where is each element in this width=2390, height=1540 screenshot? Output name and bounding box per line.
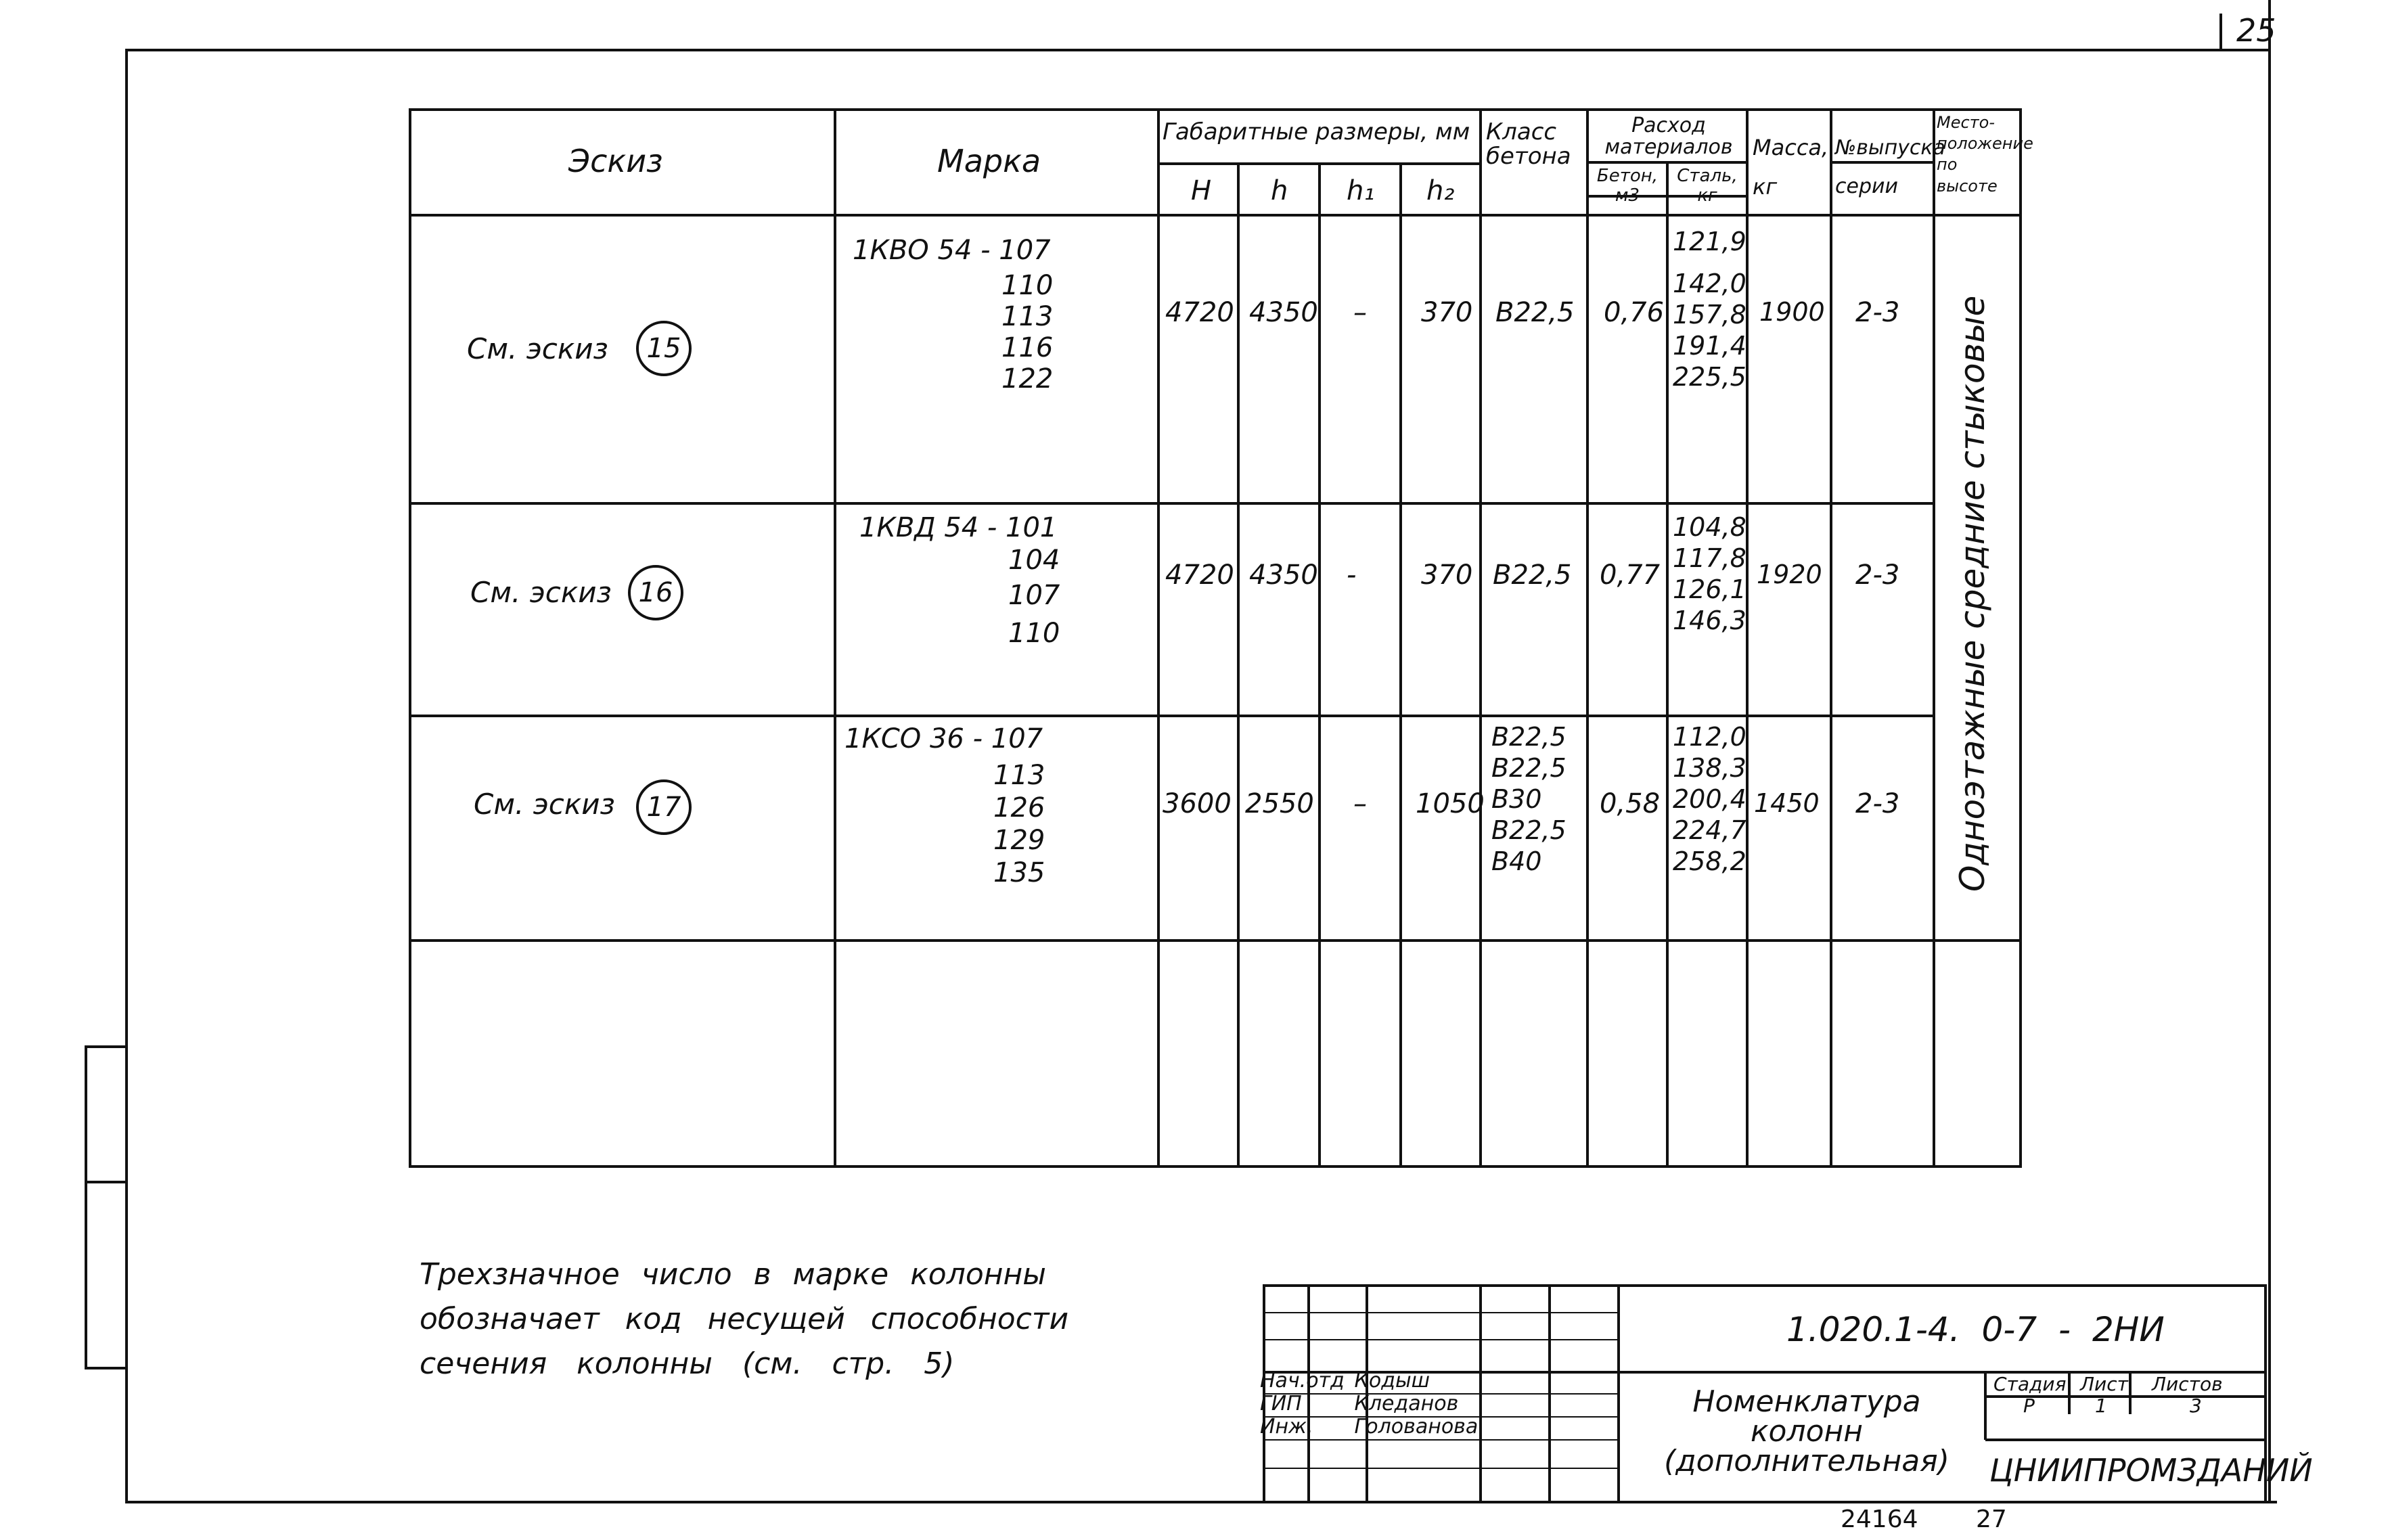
title-line-1: колонн — [1750, 1414, 1864, 1449]
row3-mark-4: 135 — [993, 857, 1045, 888]
role-2: Инж. — [1260, 1415, 1313, 1439]
row2-steel-1: 117,8 — [1673, 543, 1746, 573]
row1-h1: – — [1353, 297, 1367, 328]
row3-steel — [1673, 724, 1746, 874]
row2-h2: 370 — [1421, 560, 1473, 591]
row1-issue: 2-3 — [1855, 297, 1900, 328]
row1-mark-3: 116 — [1001, 332, 1054, 363]
title-line-0: Номенклатура — [1692, 1384, 1921, 1419]
row3-concrete-class — [1491, 724, 1566, 874]
archive-number: 24164 — [1841, 1505, 1918, 1533]
location-vertical-text: Одноэтажные средние стыковые — [1953, 295, 1992, 892]
sheets-value: 3 — [2190, 1395, 2202, 1417]
row2-H: 4720 — [1165, 560, 1234, 591]
row3-class-0: В22,5 — [1491, 722, 1566, 752]
row1-marks — [853, 237, 1053, 392]
row1-mark-1: 110 — [1001, 270, 1054, 301]
header-concrete-class: Класс бетона — [1486, 118, 1571, 170]
row2-steel — [1673, 514, 1746, 633]
row3-steel-0: 112,0 — [1673, 722, 1746, 752]
row2-mark-3: 110 — [1008, 618, 1060, 649]
row2-sketch-label: См. эскиз — [470, 576, 612, 609]
row3-steel-3: 224,7 — [1673, 815, 1746, 845]
header-dimensions: Габаритные размеры, мм — [1163, 118, 1470, 145]
role-row-2 — [1260, 1417, 1478, 1440]
row3-class-4: В40 — [1491, 846, 1542, 876]
row2-mass: 1920 — [1757, 560, 1822, 589]
stage-value: Р — [2023, 1395, 2035, 1417]
row2-mark-1: 104 — [1008, 545, 1060, 576]
organization: ЦНИИПРОМЗДАНИЙ — [1989, 1452, 2313, 1489]
row2-sketch-number: 16 — [628, 565, 683, 620]
row3-mass: 1450 — [1754, 788, 1820, 818]
row1-steel-2: 157,8 — [1673, 300, 1746, 330]
row1-steel-4: 225,5 — [1673, 362, 1746, 392]
row2-marks — [859, 514, 1060, 647]
row3-H: 3600 — [1163, 788, 1232, 819]
sheet-value: 1 — [2095, 1395, 2107, 1417]
row1-mark-2: 113 — [1001, 301, 1054, 332]
row2-concrete-m3: 0,77 — [1600, 560, 1661, 591]
header-dim-h: h — [1271, 175, 1288, 206]
roles — [1260, 1371, 1478, 1440]
row3-concrete-m3: 0,58 — [1600, 788, 1661, 819]
row2-h: 4350 — [1249, 560, 1318, 591]
row3-class-1: В22,5 — [1491, 753, 1566, 783]
row1-concrete-m3: 0,76 — [1604, 297, 1665, 328]
row2-mark-2: 107 — [1008, 580, 1060, 611]
row1-steel-3: 191,4 — [1673, 331, 1746, 361]
role-0: Нач.отд — [1260, 1369, 1345, 1392]
stage-label: Стадия — [1993, 1373, 2067, 1395]
role-name-1: Кледанов — [1354, 1392, 1459, 1416]
sheet-label: Лист — [2080, 1373, 2128, 1395]
row1-h2: 370 — [1421, 297, 1473, 328]
row3-sketch-label: См. эскиз — [474, 788, 615, 821]
sheets-label: Листов — [2152, 1373, 2223, 1395]
header-steel-kg: Сталь, кг — [1677, 166, 1738, 206]
row2-h1: - — [1347, 560, 1357, 591]
role-row-0 — [1260, 1371, 1478, 1394]
row3-mark-0: 1КСО 36 - 107 — [844, 723, 1043, 754]
title-text — [1651, 1384, 1962, 1478]
row1-steel-0: 121,9 — [1673, 227, 1746, 256]
row3-h2: 1050 — [1416, 788, 1485, 819]
row3-h: 2550 — [1245, 788, 1314, 819]
header-dim-h2: h₂ — [1426, 175, 1455, 206]
row1-mark-0: 1КВО 54 - 107 — [853, 235, 1051, 266]
row3-h1: – — [1353, 788, 1367, 819]
bottom-page-number: 27 — [1976, 1505, 2007, 1533]
row1-steel-1: 142,0 — [1673, 269, 1746, 298]
row1-sketch-number: 15 — [636, 321, 692, 376]
row3-sketch-number: 17 — [636, 779, 692, 835]
note-line-1: обозначает код несущей способности — [420, 1302, 1069, 1336]
header-dim-h1: h₁ — [1347, 175, 1375, 206]
row2-class-0: В22,5 — [1493, 560, 1572, 591]
row1-mass: 1900 — [1759, 297, 1825, 327]
row1-steel — [1673, 229, 1746, 390]
row2-steel-0: 104,8 — [1673, 512, 1746, 542]
row3-mark-2: 126 — [993, 792, 1045, 823]
note-line-0: Трехзначное число в марке колонны — [420, 1257, 1047, 1292]
row3-steel-1: 138,3 — [1673, 753, 1746, 783]
row3-mark-1: 113 — [993, 760, 1045, 791]
row3-class-2: В30 — [1491, 784, 1542, 814]
header-mass: Масса, кг — [1753, 135, 1829, 200]
row3-issue: 2-3 — [1855, 788, 1900, 819]
row3-mark-3: 129 — [993, 825, 1045, 856]
row1-mark-4: 122 — [1001, 363, 1054, 394]
row1-concrete-class — [1495, 299, 1575, 326]
header-location: Место-положение по высоте — [1937, 113, 2033, 196]
note-line-2: сечения колонны (см. стр. 5) — [420, 1346, 955, 1381]
header-dim-H: H — [1191, 175, 1212, 206]
header-materials: Расход материалов — [1604, 114, 1733, 159]
header-sketch: Эскиз — [568, 143, 663, 179]
row3-marks — [844, 725, 1045, 886]
row2-steel-2: 126,1 — [1673, 574, 1746, 604]
row2-mark-0: 1КВД 54 - 101 — [859, 512, 1058, 543]
note — [420, 1257, 1069, 1381]
row1-H: 4720 — [1165, 297, 1234, 328]
header-concrete-m3: Бетон, м3 — [1596, 166, 1659, 206]
doc-code: 1.020.1-4. 0-7 - 2НИ — [1786, 1310, 2165, 1349]
row3-steel-4: 258,2 — [1673, 846, 1746, 876]
role-1: ГИП — [1260, 1392, 1302, 1416]
title-line-2: (дополнительная) — [1664, 1444, 1949, 1478]
row2-issue: 2-3 — [1855, 560, 1900, 591]
role-row-1 — [1260, 1394, 1478, 1417]
row1-class-0: В22,5 — [1495, 297, 1575, 328]
header-issue: №выпуска серии — [1835, 136, 1945, 198]
row2-steel-3: 146,3 — [1673, 606, 1746, 635]
role-name-2: Голованова — [1354, 1415, 1479, 1439]
header-mark: Марка — [937, 143, 1041, 179]
row2-concrete-class — [1493, 562, 1572, 589]
page-number: 25 — [2236, 12, 2276, 49]
role-name-0: Кодыш — [1354, 1369, 1430, 1392]
row3-class-3: В22,5 — [1491, 815, 1566, 845]
row1-sketch-label: См. эскиз — [467, 332, 608, 365]
row1-h: 4350 — [1249, 297, 1318, 328]
row3-steel-2: 200,4 — [1673, 784, 1746, 814]
